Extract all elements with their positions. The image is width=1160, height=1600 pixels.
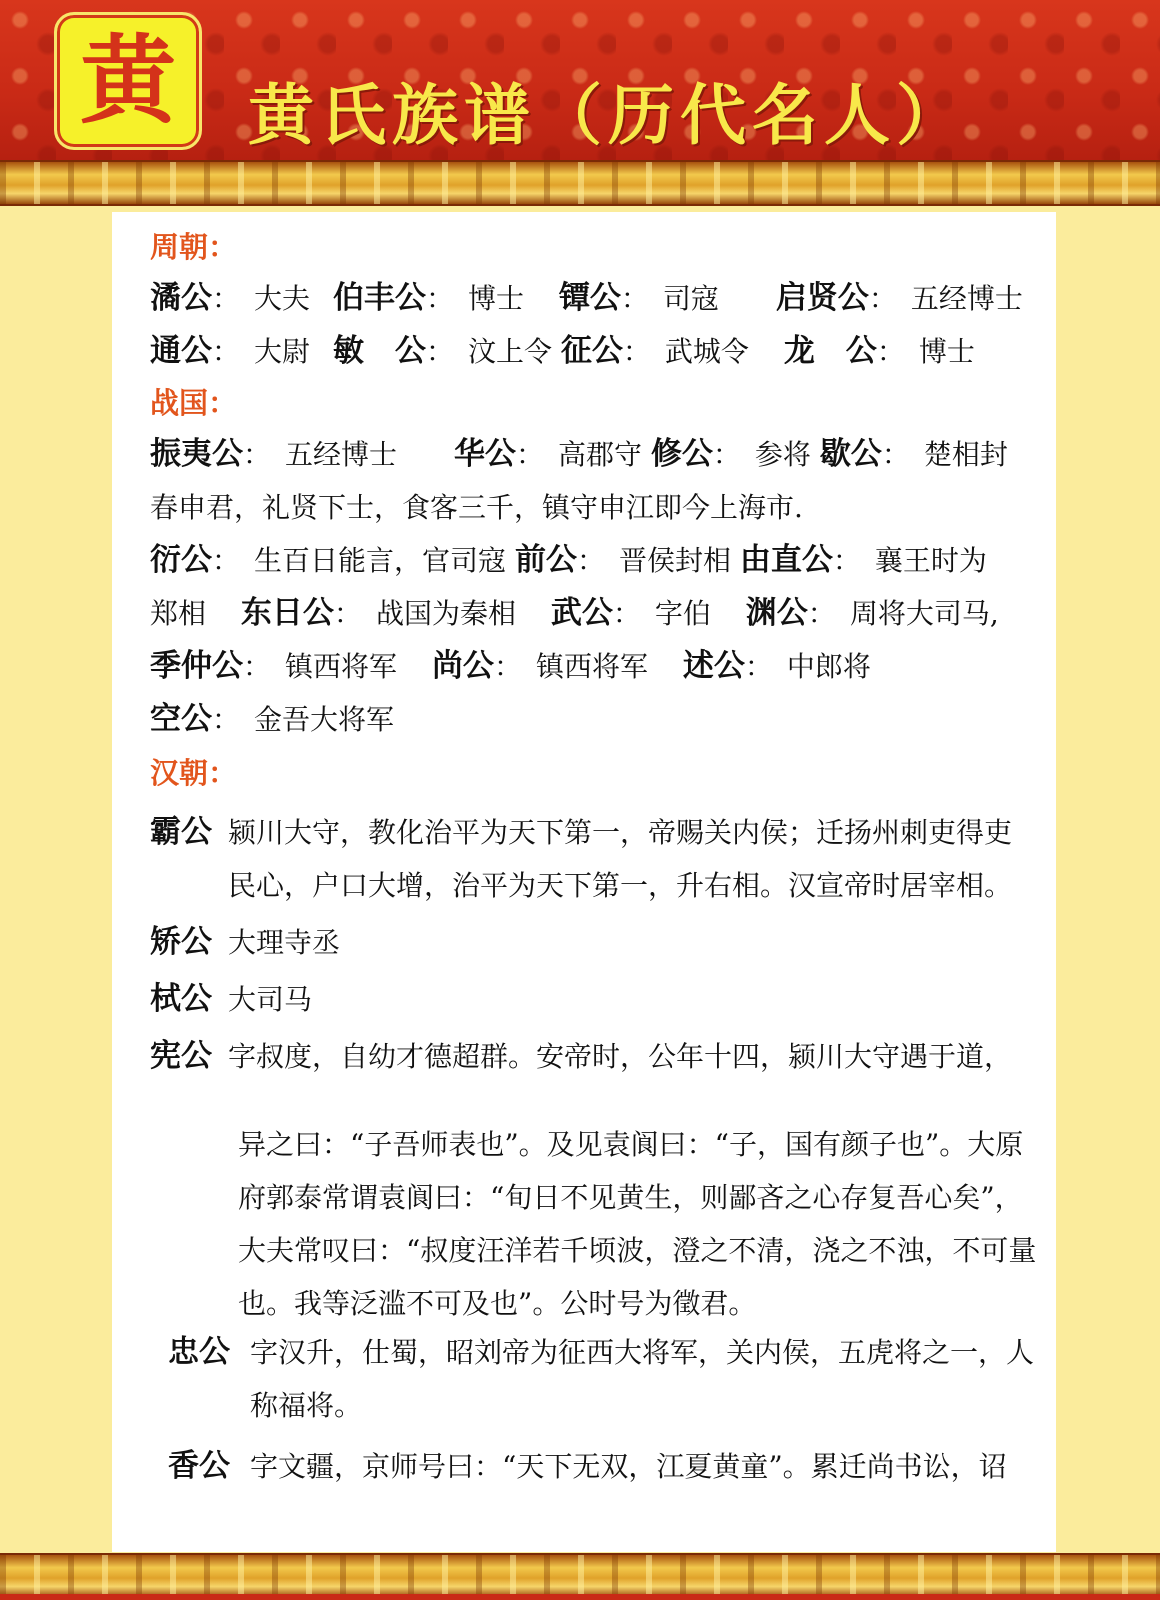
person-title: 晋侯封相 bbox=[618, 544, 731, 577]
person-title: 镇西将军 bbox=[535, 650, 648, 683]
zhou-row-1: 潏公： 大夫 伯丰公： 博士 镡公： 司寇 启贤公： 五经博士 bbox=[150, 280, 1023, 316]
xian-bio-continued: 异之曰：“子吾师表也”。及见袁阆曰：“子，国有颜子也”。大原府郭泰常谓袁阆曰：“旬日不见黄生，则鄙吝之心存复吾心矣”，大夫常叹曰：“叔度汪洋若千顷波，澄之不清，浇之不浊，不可量也。我等泛滥不可及也”。公时号为徵君。 bbox=[238, 1128, 1037, 1320]
person-title: 高郡守 bbox=[557, 438, 642, 471]
page-title: 黄氏族谱（历代名人） bbox=[248, 76, 968, 154]
person-name: 霸公 bbox=[150, 814, 212, 850]
person-name: 振夷公 bbox=[150, 436, 243, 472]
zhou-heading: 周朝： bbox=[150, 230, 238, 264]
han-entries bbox=[150, 806, 1030, 1083]
person-name: 华公 bbox=[453, 436, 516, 472]
person-title: 博士 bbox=[918, 335, 975, 368]
zhanguo-row-5: 季仲公： 镇西将军 尚公： 镇西将军 述公： 中郎将 bbox=[150, 648, 871, 684]
person-name: 矫公 bbox=[150, 924, 212, 960]
person-name: 修公 bbox=[650, 436, 713, 472]
person-title: 金吾大将军 bbox=[254, 703, 395, 736]
person-title: 汶上令 bbox=[467, 335, 552, 368]
person-title: 大尉 bbox=[254, 335, 311, 368]
person-title: 战国为秦相 bbox=[375, 597, 516, 630]
entry-xiang bbox=[168, 1440, 1038, 1493]
footer-strip bbox=[0, 1594, 1160, 1600]
person-name: 由直公 bbox=[739, 542, 833, 578]
person-name: 歇公 bbox=[819, 436, 882, 472]
person-title: 楚相封 bbox=[923, 438, 1008, 471]
person-title: 周将大司马, bbox=[849, 597, 999, 630]
entry-zhong bbox=[168, 1326, 1038, 1432]
person-name: 征公 bbox=[560, 333, 623, 369]
person-title: 中郎将 bbox=[786, 650, 871, 683]
person-title: 五经博士 bbox=[285, 438, 398, 471]
entry-jiao bbox=[150, 916, 1030, 969]
person-title: 博士 bbox=[467, 282, 524, 315]
person-title: 生百日能言，官司寇 bbox=[254, 544, 507, 577]
top-gold-border bbox=[0, 160, 1160, 206]
person-bio: 大理寺丞 bbox=[228, 926, 341, 959]
person-name: 季仲公 bbox=[150, 648, 243, 684]
bottom-gold-border bbox=[0, 1553, 1160, 1599]
person-bio: 字文疆，京师号曰：“天下无双，江夏黄童”。累迁尚书讼，诏 bbox=[250, 1450, 1007, 1483]
person-name: 通公 bbox=[150, 333, 212, 369]
entry-ba bbox=[150, 806, 1030, 912]
entry-shi bbox=[150, 973, 1030, 1026]
person-name: 述公 bbox=[682, 648, 745, 684]
paper-notch bbox=[0, 1074, 112, 1274]
person-bio: 字叔度，自幼才德超群。安帝时，公年十四，颍川大守遇于道， bbox=[228, 1040, 1013, 1073]
person-name: 伯丰公 bbox=[332, 280, 426, 316]
person-name: 渊公 bbox=[745, 595, 808, 631]
person-name: 香公 bbox=[168, 1448, 230, 1484]
person-title: 司寇 bbox=[662, 282, 719, 315]
person-title: 五经博士 bbox=[910, 282, 1023, 315]
person-name: 敏 公 bbox=[332, 333, 426, 369]
zhanguo-row-6: 空公： 金吾大将军 bbox=[150, 701, 395, 737]
zhanguo-heading: 战国： bbox=[150, 386, 238, 420]
person-title: 字伯 bbox=[654, 597, 711, 630]
person-name: 武公 bbox=[550, 595, 613, 631]
zhou-row-2: 通公： 大尉 敏 公： 汶上令 征公： 武城令 龙 公： 博士 bbox=[150, 333, 975, 369]
zhanguo-row-3: 衍公： 生百日能言，官司寇 前公： 晋侯封相 由直公： 襄王时为 bbox=[150, 542, 987, 578]
person-title: 襄王时为 bbox=[874, 544, 987, 577]
genealogy-content bbox=[150, 222, 1040, 1083]
header-banner bbox=[0, 0, 1160, 170]
family-logo bbox=[54, 12, 202, 150]
person-name: 龙 公 bbox=[783, 333, 877, 369]
person-bio: 字汉升，仕蜀，昭刘帝为征西大将军，关内侯，五虎将之一，人称福将。 bbox=[250, 1336, 1035, 1422]
person-title: 大夫 bbox=[254, 282, 311, 315]
logo-character: 黄 bbox=[80, 24, 176, 137]
person-bio: 大司马 bbox=[228, 983, 313, 1016]
entry-xian bbox=[150, 1030, 1030, 1083]
zhanguo-row-4: 郑相 东日公： 战国为秦相 武公： 字伯 渊公： 周将大司马, bbox=[150, 595, 999, 631]
person-title: 镇西将军 bbox=[285, 650, 398, 683]
person-name: 宪公 bbox=[150, 1038, 212, 1074]
person-name: 尚公 bbox=[431, 648, 494, 684]
person-name: 启贤公 bbox=[775, 280, 869, 316]
person-name: 忠公 bbox=[168, 1334, 230, 1370]
zhanguo-row-1: 振夷公： 五经博士 华公： 高郡守 修公： 参将 歇公： 楚相封 bbox=[150, 436, 1008, 472]
person-name: 衍公 bbox=[150, 542, 212, 578]
person-name: 东日公 bbox=[240, 595, 334, 631]
person-title: 郑相 bbox=[150, 597, 207, 630]
person-name: 栻公 bbox=[150, 981, 212, 1017]
person-name: 前公 bbox=[514, 542, 577, 578]
person-name: 空公 bbox=[150, 701, 212, 737]
han-heading: 汉朝： bbox=[150, 756, 238, 790]
person-title: 参将 bbox=[754, 438, 811, 471]
han-entries-continued bbox=[168, 1326, 1038, 1493]
person-name: 镡公 bbox=[558, 280, 621, 316]
person-name: 潏公 bbox=[150, 280, 212, 316]
zhanguo-row-2: 春申君，礼贤下士，食客三千，镇守申江即今上海市. bbox=[150, 491, 803, 524]
person-title: 武城令 bbox=[664, 335, 749, 368]
person-bio: 颍川大守，教化治平为天下第一，帝赐关内侯；迁扬州刺吏得吏民心，户口大增，治平为天下第一，升右相。汉宣帝时居宰相。 bbox=[228, 816, 1013, 902]
